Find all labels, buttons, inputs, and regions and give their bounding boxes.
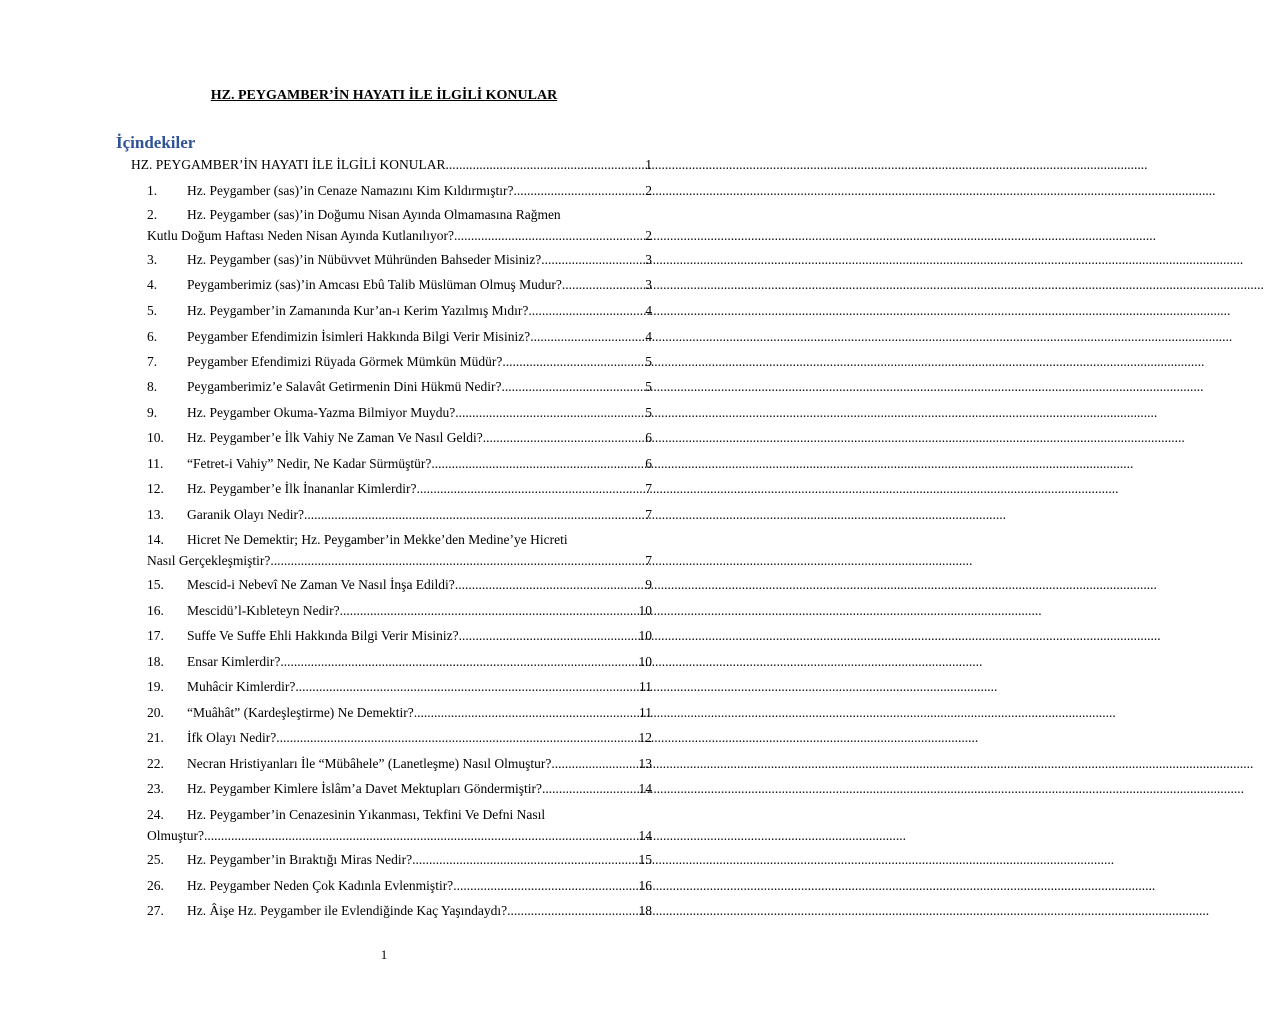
toc-entry-text: Hz. Âişe Hz. Peygamber ile Evlendiğinde Kaç Yaşındaydı? (187, 903, 508, 918)
toc-leader-dots (541, 249, 645, 270)
toc-leader-dots (276, 727, 638, 748)
toc-entry-page: 1 (645, 157, 652, 172)
toc-leader-dots (431, 453, 645, 474)
toc-entry-page: 10 (638, 654, 652, 669)
toc-entry-text: “Muâhât” (Kardeşleştirme) Ne Demektir? (187, 705, 414, 720)
toc-leader-dots (459, 625, 639, 646)
toc-entry-page: 11 (639, 705, 652, 720)
toc-entry-text: Hz. Peygamber’in Bıraktığı Miras Nedir? (187, 852, 413, 867)
toc-leader-dots (304, 504, 645, 525)
toc-entry-page: 7 (645, 507, 652, 522)
toc-entry[interactable] (147, 875, 652, 896)
toc-entry[interactable] (147, 574, 652, 595)
toc-entry-text: Hicret Ne Demektir; Hz. Peygamber’in Mekke’den Medine’ye Hicreti (187, 532, 568, 547)
toc-entry-number: 1. (147, 183, 158, 198)
toc-entry-text: Hz. Peygamber’in Zamanında Kur’an-ı Kerim Yazılmış Mıdır? (187, 303, 529, 318)
toc-entry-number: 17. (147, 628, 164, 643)
toc-entry[interactable] (147, 849, 652, 870)
toc-entry[interactable] (147, 727, 652, 748)
toc-entry-page: 5 (645, 354, 652, 369)
toc-entry-number: 2. (147, 207, 158, 222)
toc-entry-number: 12. (147, 481, 164, 496)
toc-entry-number: 7. (147, 354, 158, 369)
toc-entry-number: 21. (147, 730, 164, 745)
toc-entry-text: “Fetret-i Vahiy” Nedir, Ne Kadar Sürmüştür? (187, 456, 432, 471)
toc-leader-dots (483, 427, 645, 448)
toc-entry-page: 7 (645, 481, 652, 496)
toc-leader-dots (455, 402, 645, 423)
toc-leader-dots (502, 351, 645, 372)
toc-entry-text: Hz. Peygamber (sas)’in Doğumu Nisan Ayında Olmamasına Rağmen (187, 207, 561, 222)
toc-entry-number: 16. (147, 603, 164, 618)
toc-entry-text: Hz. Peygamber (sas)’in Nübüvvet Mühründen Bahseder Misiniz? (187, 252, 542, 267)
toc-entry-main[interactable] (131, 154, 652, 175)
toc-entry-text: Muhâcir Kimlerdir? (187, 679, 296, 694)
toc-entry-text-continued: Nasıl Gerçekleşmiştir? (147, 553, 271, 568)
toc-leader-dots (295, 676, 639, 697)
toc-entry-page: 15 (638, 852, 652, 867)
toc-heading: İçindekiler (116, 133, 196, 152)
toc-entry-number: 26. (147, 878, 164, 893)
toc-entry-text: Ensar Kimlerdir? (187, 654, 281, 669)
toc-entry-page: 11 (639, 679, 652, 694)
toc-leader-dots (204, 825, 639, 846)
toc-entry-page: 2 (645, 183, 652, 198)
toc-entry-page: 14 (638, 828, 652, 843)
toc-leader-dots (340, 600, 639, 621)
toc-entry-text: Garanik Olayı Nedir? (187, 507, 304, 522)
toc-entry-text-continued: Kutlu Doğum Haftası Neden Nisan Ayında Kutlanılıyor? (147, 228, 454, 243)
toc-entry-number: 25. (147, 852, 164, 867)
toc-entry-number: 4. (147, 277, 158, 292)
toc-entry-page: 2 (645, 228, 652, 243)
toc-entry-text: Suffe Ve Suffe Ehli Hakkında Bilgi Verir Misiniz? (187, 628, 459, 643)
toc-entry[interactable] (147, 600, 652, 621)
toc-entry-number: 13. (147, 507, 164, 522)
toc-entry-number: 10. (147, 430, 164, 445)
toc-entry-number: 24. (147, 807, 164, 822)
toc-entry[interactable] (147, 300, 652, 321)
toc-entry-page: 4 (645, 329, 652, 344)
toc-entry-number: 27. (147, 903, 164, 918)
toc-leader-dots (414, 702, 639, 723)
toc-entry-text: Peygamberimiz (sas)’in Amcası Ebû Talib Müslüman Olmuş Mudur? (187, 277, 562, 292)
toc-leader-dots (542, 778, 638, 799)
toc-leader-dots (528, 300, 645, 321)
toc-entry-page: 3 (645, 277, 652, 292)
toc-leader-dots (280, 651, 638, 672)
toc-entry-number: 5. (147, 303, 158, 318)
toc-entry-text: Peygamber Efendimizin İsimleri Hakkında Bilgi Verir Misiniz? (187, 329, 531, 344)
toc-entry-page: 18 (638, 903, 652, 918)
toc-entry-text: Hz. Peygamber (sas)’in Cenaze Namazını Kim Kıldırmıştır? (187, 183, 514, 198)
toc-entry-text: Peygamber Efendimizi Rüyada Görmek Mümkün Müdür? (187, 354, 503, 369)
toc-leader-dots (417, 478, 646, 499)
toc-entry-page: 10 (638, 603, 652, 618)
toc-entry[interactable] (147, 900, 652, 921)
toc-entry-text: Hz. Peygamber Okuma-Yazma Bilmiyor Muydu? (187, 405, 456, 420)
toc-entry-number: 9. (147, 405, 158, 420)
toc-entry-number: 8. (147, 379, 158, 394)
toc-leader-dots (453, 875, 638, 896)
document-title: HZ. PEYGAMBER’İN HAYATI İLE İLGİLİ KONULAR (210, 88, 558, 103)
toc-leader-dots (502, 376, 646, 397)
toc-entry[interactable] (147, 180, 652, 201)
toc-entry[interactable] (147, 504, 652, 525)
toc-entry-page: 12 (638, 730, 652, 745)
toc-leader-dots (530, 326, 645, 347)
toc-leader-dots (445, 154, 645, 175)
toc-entry-page: 6 (645, 456, 652, 471)
toc-entry-page: 5 (645, 379, 652, 394)
toc-entry-number: 3. (147, 252, 158, 267)
toc-entry[interactable] (147, 702, 652, 723)
toc-entry[interactable] (147, 204, 652, 246)
toc-entry-text: Hz. Peygamber’e İlk Vahiy Ne Zaman Ve Nasıl Geldi? (187, 430, 483, 445)
toc-entry[interactable] (147, 351, 652, 372)
toc-entry[interactable] (147, 478, 652, 499)
toc-entry[interactable] (147, 529, 652, 571)
toc-entry-text: Hz. Peygamber Neden Çok Kadınla Evlenmiştir? (187, 878, 454, 893)
toc-leader-dots (270, 550, 645, 571)
toc-entry-number: 6. (147, 329, 158, 344)
toc-entry-page: 4 (645, 303, 652, 318)
toc-entry-text: HZ. PEYGAMBER’İN HAYATI İLE İLGİLİ KONULAR (131, 157, 446, 172)
toc-entry-text: İfk Olayı Nedir? (187, 730, 277, 745)
toc-entry[interactable] (147, 274, 652, 295)
toc-entry-number: 18. (147, 654, 164, 669)
toc-leader-dots (455, 574, 645, 595)
toc-entry-number: 22. (147, 756, 164, 771)
toc-entry-page: 5 (645, 405, 652, 420)
toc-entry-number: 15. (147, 577, 164, 592)
toc-entry[interactable] (147, 651, 652, 672)
toc-entry-number: 19. (147, 679, 164, 694)
toc-entry-text-continued: Olmuştur? (147, 828, 204, 843)
toc-entry-page: 13 (638, 756, 652, 771)
page-number: 1 (380, 947, 388, 962)
toc-entry-page: 6 (645, 430, 652, 445)
toc-entry[interactable] (147, 402, 652, 423)
toc-entry[interactable] (147, 249, 652, 270)
toc-entry-page: 10 (638, 628, 652, 643)
toc-leader-dots (507, 900, 638, 921)
toc-entry-page: 3 (645, 252, 652, 267)
toc-entry-number: 11. (147, 456, 164, 471)
toc-entry[interactable] (147, 804, 652, 846)
toc-entry[interactable] (147, 778, 652, 799)
toc-entry-number: 20. (147, 705, 164, 720)
toc-entry[interactable] (147, 326, 652, 347)
toc-entry-number: 23. (147, 781, 164, 796)
toc-entry-page: 16 (638, 878, 652, 893)
toc-entry-text: Necran Hristiyanları İle “Mübâhele” (Lanetleşme) Nasıl Olmuştur? (187, 756, 552, 771)
toc-entry-text: Mescid-i Nebevî Ne Zaman Ve Nasıl İnşa Edildi? (187, 577, 455, 592)
toc-entry-number: 14. (147, 532, 164, 547)
toc-entry[interactable] (147, 753, 652, 774)
toc-entry[interactable] (147, 427, 652, 448)
toc-entry-text: Mescidü’l-Kıbleteyn Nedir? (187, 603, 340, 618)
toc-entry-page: 9 (645, 577, 652, 592)
toc-leader-dots (562, 274, 645, 295)
toc-entry-page: 14 (638, 781, 652, 796)
toc-entry-text: Hz. Peygamber’in Cenazesinin Yıkanması, Tekfini Ve Defni Nasıl (187, 807, 546, 822)
toc-entry-page: 7 (645, 553, 652, 568)
toc-entry[interactable] (147, 676, 652, 697)
toc-leader-dots (514, 180, 646, 201)
toc-entry-text: Peygamberimiz’e Salavât Getirmenin Dini Hükmü Nedir? (187, 379, 502, 394)
toc-leader-dots (551, 753, 638, 774)
toc-leader-dots (454, 225, 645, 246)
toc-entry[interactable] (147, 625, 652, 646)
toc-leader-dots (412, 849, 638, 870)
toc-entry[interactable] (147, 453, 652, 474)
toc-entry[interactable] (147, 376, 652, 397)
toc-entry-text: Hz. Peygamber Kimlere İslâm’a Davet Mektupları Göndermiştir? (187, 781, 543, 796)
toc-entry-text: Hz. Peygamber’e İlk İnananlar Kimlerdir? (187, 481, 417, 496)
